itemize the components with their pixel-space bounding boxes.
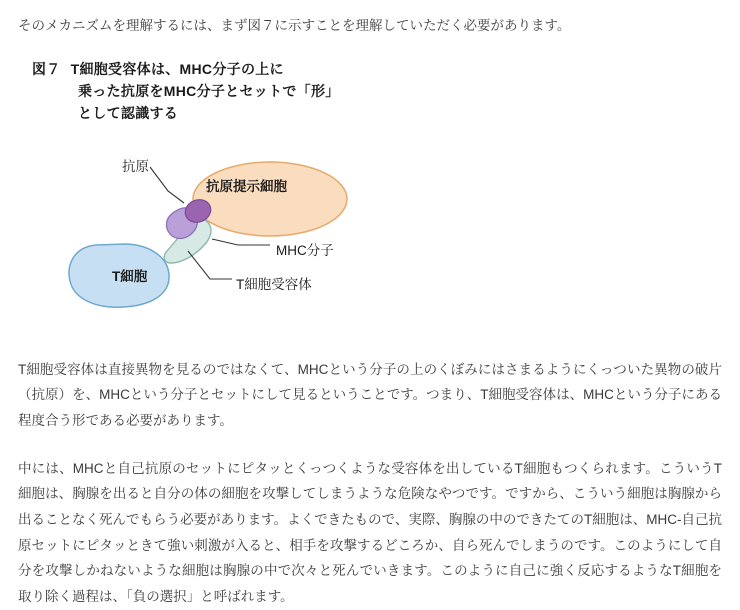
figure-caption-line-3: として認識する [78,105,179,122]
mhc-leader-line [212,239,270,245]
body-paragraph-1: T細胞受容体は直接異物を見るのではなくて、MHCという分子の上のくぼみにはさまるようにくっついた異物の破片（抗原）を、MHCという分子とセットにして見るということです。つまり、T細胞受容体は、MHCという分子にある程度合う形である必要があります。 [18,361,722,429]
label-antigen-presenting-cell: 抗原提示細胞 [206,178,287,194]
figure-caption-line-1: T細胞受容体は、MHC分子の上に [70,60,284,77]
antigen-leader-line [150,167,184,203]
figure-block [32,58,722,329]
tcr-leader-line [188,251,232,279]
label-mhc-molecule: MHC分子 [276,242,334,258]
label-t-cell: T細胞 [112,268,148,284]
figure-caption-line-2: 乗った抗原をMHC分子とセットで「形」 [78,83,340,100]
figure-diagram [38,139,458,329]
label-antigen: 抗原 [122,158,149,174]
diagram-svg [38,139,458,329]
intro-paragraph: そのメカニズムを理解するには、まず図７に示すことを理解していただく必要があります。 [18,18,571,33]
figure-label: 図７ [32,60,61,77]
body-paragraph-2: 中には、MHCと自己抗原のセットにピタッとくっつくような受容体を出しているT細胞もつくられます。こういうT細胞は、胸腺を出ると自分の体の細胞を攻撃してしまうような危険なやつです。ですから、こういう細胞は胸腺から出ることなく死んでもらう必要があります。よくできたもので、実際、胸腺の中のできたてのT細胞は、MHC-自己抗原セットにピタッときて強い刺激が入ると、相手を攻撃するどころか、自ら死んでしまうのです。このようにして自分を攻撃しかねないような細胞は胸腺の中で次々と死んでいきます。このように自己に強く反応するようなT細胞を取り除く過程は、「負の選択」と呼ばれます。 [18,460,722,604]
figure-caption [32,58,722,125]
antigen-presenting-cell-shape [193,162,347,236]
label-t-cell-receptor: T細胞受容体 [236,276,312,292]
